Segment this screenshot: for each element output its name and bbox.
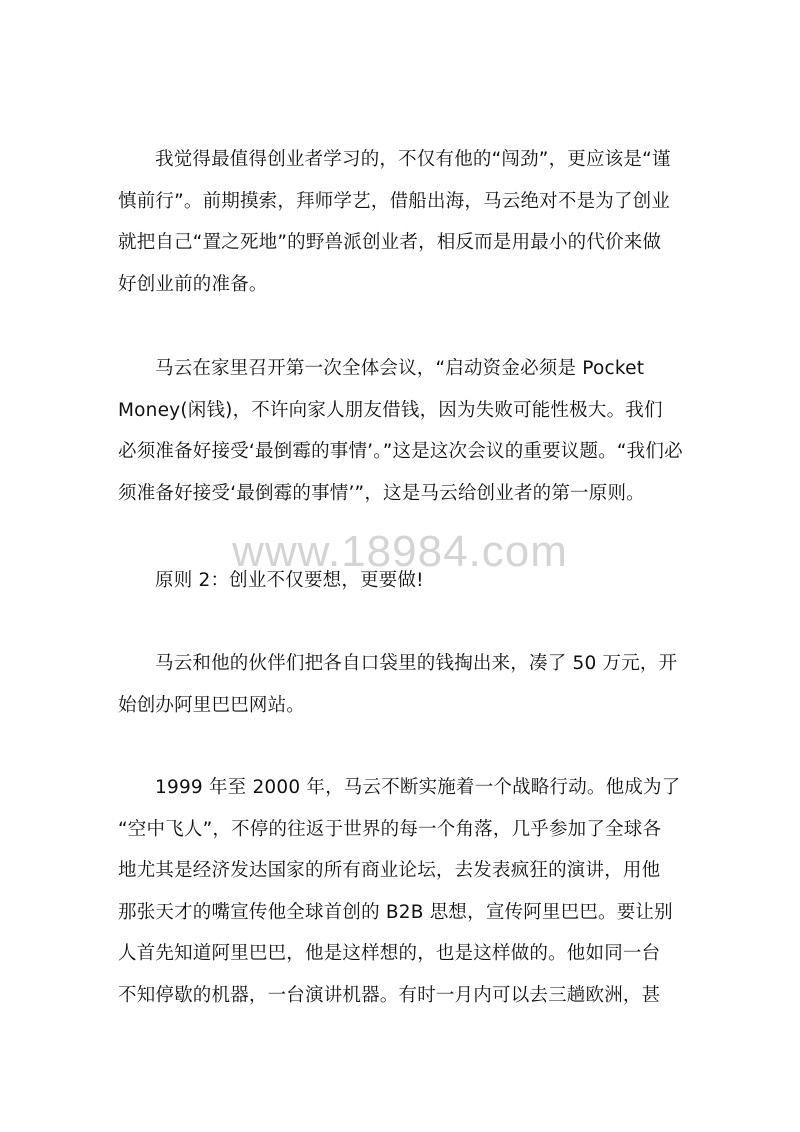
paragraph-3 <box>118 560 678 602</box>
paragraph-line: 不知停歇的机器，一台演讲机器。有时一月内可以去三趟欧洲，甚 <box>118 984 661 1006</box>
paragraph-4 <box>118 643 678 726</box>
paragraph-2 <box>118 348 683 514</box>
paragraph-line: 人首先知道阿里巴巴，他是这样想的，也是这样做的。他如同一台 <box>118 943 661 964</box>
watermark: www.18984.com <box>232 527 568 576</box>
paragraph-line: 就把自己“置之死地”的野兽派创业者，相反而是用最小的代价来做 <box>118 232 662 253</box>
paragraph-line: 马云在家里召开第一次全体会议，“启动资金必须是 Pocket <box>155 358 645 379</box>
paragraph-line: 那张天才的嘴宣传他全球首创的 B2B 思想，宣传阿里巴巴。要让别 <box>118 901 673 923</box>
paragraph-line: 1999 年至 2000 年，马云不断实施着一个战略行动。他成为了 <box>155 777 681 798</box>
paragraph-line: 地尤其是经济发达国家的所有商业论坛，去发表疯狂的演讲，用他 <box>118 860 661 881</box>
paragraph-line: 始创办阿里巴巴网站。 <box>118 694 306 716</box>
paragraph-line: “空中飞人”，不停的往返于世界的每一个角落，几乎参加了全球各 <box>118 818 662 840</box>
paragraph-line: 原则 2：创业不仅要想，更要做! <box>155 570 424 591</box>
paragraph-1 <box>118 139 678 305</box>
paragraph-line: Money(闲钱)，不许向家人朋友借钱，因为失败可能性极大。我们 <box>118 399 663 421</box>
paragraph-5 <box>118 767 681 1016</box>
paragraph-line: 慎前行”。前期摸索，拜师学艺，借船出海，马云绝对不是为了创业 <box>118 190 671 212</box>
paragraph-line: 马云和他的伙伴们把各自口袋里的钱掏出来，凑了 50 万元，开 <box>155 653 678 674</box>
paragraph-line: 我觉得最值得创业者学习的，不仅有他的“闯劲”，更应该是“谨 <box>155 149 671 170</box>
paragraph-line: 必须准备好接受‘最倒霉的事情’。”这是这次会议的重要议题。“我们必 <box>118 441 683 462</box>
paragraph-line: 好创业前的准备。 <box>118 273 268 295</box>
paragraph-line: 须准备好接受‘最倒霉的事情’”，这是马云给创业者的第一原则。 <box>118 482 645 504</box>
